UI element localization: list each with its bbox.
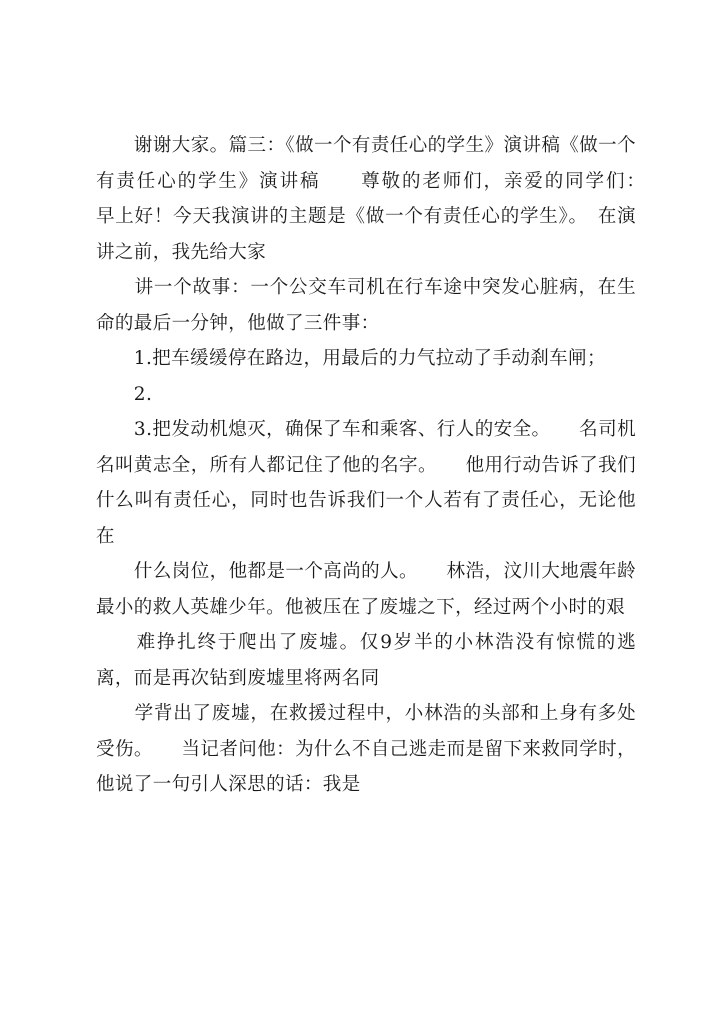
paragraph-8: 学背出了废墟，在救援过程中，小林浩的头部和上身有多处受伤。 当记者问他：为什么不自己逃走而是留下来救同学时，他说了一句引人深思的话：我是	[96, 703, 636, 795]
paragraph-1: 谢谢大家。篇三：《做一个有责任心的学生》演讲稿《做一个有责任心的学生》演讲稿 尊敬的老师们，亲爱的同学们： 早上好！今天我演讲的主题是《做一个有责任心的学生》。 在演讲之前，我先给大家	[96, 135, 674, 263]
paragraph-2: 讲一个故事：一个公交车司机在行车途中突发心脏病，在生命的最后一分钟，他做了三件事：	[96, 277, 636, 334]
document-body	[96, 128, 674, 803]
paragraph-6: 什么岗位，他都是一个高尚的人。 林浩，汶川大地震年龄最小的救人英雄少年。他被压在了废墟之下，经过两个小时的艰	[96, 561, 636, 618]
paragraph-4: 2.	[96, 383, 153, 405]
paragraph-3: 1.把车缓缓停在路边，用最后的力气拉动了手动刹车闸；	[96, 348, 606, 369]
paragraph-5: 3.把发动机熄灭，确保了车和乘客、行人的安全。 名司机名叫黄志全，所有人都记住了他的名字。 他用行动告诉了我们什么叫有责任心，同时也告诉我们一个人若有了责任心，无论他在	[96, 419, 636, 547]
paragraph-7: 难挣扎终于爬出了废墟。仅9岁半的小林浩没有惊慌的逃离，而是再次钻到废墟里将两名同	[96, 632, 636, 689]
